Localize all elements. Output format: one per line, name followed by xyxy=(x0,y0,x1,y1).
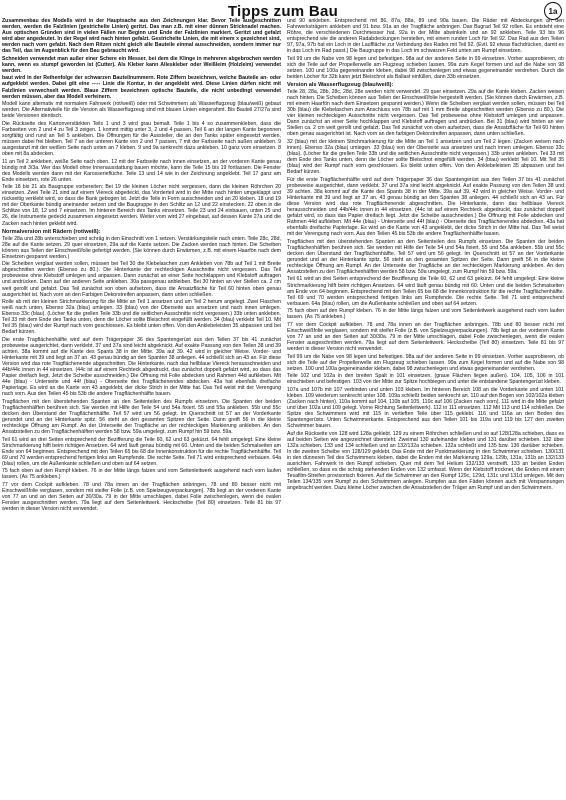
tools-paragraph: Schneiden verwendet man außer einer Schere ein Messer, bei dem die Klinge in mehreren abgebrochen werden kann, wenn es stumpf geworden ist (Cutter). Als Kleber kann Alleskleber oder Weißleim (Holzleim) verwendet werden. xyxy=(2,55,281,74)
step-paragraph: Rolle ab mit der kleinen Strichmarkierung für die Mitte an Teil 1 ansetzen und um Teil 2 herum angelegt. Zwei Flaschen weiß nach unten, Ebenso 32a (blau) umlegen. 33 (blau) von der Oberseite aus ansetzen und nach innen umlegen. Ebenso 33c (blau). (Löcher für die grellen Teile 33b und die seitlichen Ausschnitte nicht vergessen.) 33b unten ankleben. Teil 33 mit dem Ende des Tanks unten, denn die Löcher sollte Bleischrot eingefüllt werden. 34 (blau) verklebt Teil 10. Mit Teil 35 (blau) wird der Rumpf nach vorn geschlossen. Es bleibt unten offen. Von den Anklebeleisten 35 abpassen und bei Bedarf kürzen. xyxy=(2,299,281,336)
version-paragraph: Modell kann alternativ mit normalem Fahrwerk (rot/weiß) oder mit Schwimmern als Wasserflugzeug (blau/weiß) gebaut werden. Die Alternativteile für die Version als Wasserflugzeug sind mit blauen Linien eingerahmt. Bis Bauteil 27/27a sind beide Versionen identisch. xyxy=(2,101,281,120)
step-paragraph: Tragflächen mit den überstehenden Spanten an den Seitenteilen des Rumpfs einsetzen. Die Spanten der beiden Tragflächenhälften berühren sich. Sie werden mit Hilfe der Teile 54 und 54a fixiert. 55 und 55a ankleben. 55b und 55c decken den Überstand der Tragflächenhälfte. Teil 57 wird um 56 gelegt. Im Querschnitt ist 57 an der Vorderkante gerundet und an der Hinterkante spitz. 56 steht an den gesamten Spitzen der Seite. Dann greift 56 in die kleine rechteckige Öffnung am Rumpf. An der Unterseite der Tragfläche an der rechteckigen Markierung ankleben. An den Ansatzstellen zu den Tragflächenhälften werden 58 bzw. 59a umgelegt, zum Rumpf hin 59 bzw. 59a. xyxy=(2,398,281,436)
step-paragraph: Teil 61 wird an drei Seiten entsprechend der Bezifferung die Teile 60, 62 und 63 gekürzt. 64 fehlt umgelegt. Eine kleine Strichmarkierung hilft beim richtigen Ansetzen. 64 wird läuft genau bündig mit 60. Unten und die beiden Schmalseiten am Ende von 64 beginnen. Entsprechend mit den Teilen 65 bis 68 die Innenkonstruktion für die rechte Tragflächenhälfte. Teil 69 und 70 werden entsprechend fertigen links am Rumpfende. Die rechte Seite. Teil 71 wird entsprechend verbauen. 64a (blau) rollen, um die Außenkante schließen und oben auf 64 setzen. xyxy=(2,436,281,467)
step-paragraph: 32 (blau) mit der kleinen Strichmarkierung für die Mitte an Teil 1 ansetzen und um Teil 2 legen. (Zacken weisen nach innen). Ebenso 32a (blau) umlegen. 33 (blau) von der Oberseite aus ansetzen und nach innen umlegen. Ebenso 33c (blau). (Löcher für die grellen Teile 33b und die seitlichen Ausschnitte nicht vergessen.) 33b unten ankleben. Teil 33 mit dem Ende des Tanks unten, denn die Löcher sollte Bleischrot eingefüllt werden. 34 (blau) verklebt Teil 10. Mit Teil 35 (blau) wird der Rumpf nach vorn geschlossen. Es bleibt unten offen. Von den Anklebeleisten 35 abpassen und bei Bedarf kürzen. xyxy=(287,138,564,176)
step-paragraph: und 90 ankleben. Entsprechend mit 86, 87a, 88a, 89 und 90a bauen. Die Räder mit Abdeckungen an den Fahrwerksträgern ankleben und 91 bzw. 91a an der Tragfläche anbringen. Das Bugrad Teil 92 rollen. Es entsteht eine Röhre, die verschiedenen Durchmesser hat. 92a in der Mitte abwinkeln und an 92 ankleben. Teile 93 bis 96 entsprechend wie die anderen Radabdeckungen herstellen, mit einem runden Loch für Teil 92. Das Rad aus den Teilen 97, 97a, 97b hat ein Loch in der Lauffläche zur Verbindung des Rades mit Teil 92. (Evtl. 92 etwas flachdrücken, damit es in das Loch im Rad passt.) Die Baugruppe in das Loch im schwarzen Feld unten am Rumpf einsetzen. xyxy=(287,18,564,55)
section-heading-seaplane: Version als Wasserflugzeug (blau/weiß): xyxy=(287,81,394,88)
numbering-paragraph: baut wird in der Reihenfolge der schwarzen Bauteilnummern. Rote Ziffern bezeichnen, welche Bauteile an- oder aufgeklebt werden. Dabei gilt eine ----- Linie die Kontur, in der angeklebt wird. Diese Linien dürfen nicht mit Falzlinien verwechselt werden. Blaue Ziffern bezeichnen optische Bauteile, die nicht unbedingt verwendet werden müssen, aber das Modell verfeinern. xyxy=(2,75,281,100)
step-paragraph: 77 vor dem Cockpit aufkleben. 78 und 78a innen an der Tragflächen anbringen. 78b und 80 besser nicht mit Einschweißfolie verglasen, sondern mit steifer Folie (z.B. von Spielzeugverpackungen). 78b liegt an der vorderen Kante von 77 an und an den Seiten auf 30/30a. 79 in der Mitte umschlagen, dabei Folie zwischenlegen, wenn die ovalen Fenster ausgeschnitten werden. 79a liegt auf dem Seitenleitwerk. Heckscheibe (Teil 80) einsetzen. Teile 81 bis 97 werden in dieser Version nicht verwendet. xyxy=(287,321,564,352)
step-paragraph: 75 fach oben auf den Rumpf kleben. 76 in der Mitte längs falzen und vom Seitenleitwerk ausgehend nach vorn laufen lassen. (As 75 ankleben.) xyxy=(287,308,564,321)
step-paragraph: 107a und 107b mit 107 verbinden und unten 103 kleben. Im hinteren Bereich 108 an die Vorderkante und unten 101 kleben. 109 wiederum senkrecht unter 108. 109a schließt beiden senkrecht an. 110 auf den Bogen von 102/102a kleben (Zacken nach hinten). 110a kommt auf 104, 110b auf 105, 110c auf 106 (Zacken nach vorn). 111 wird in die Mitte gefalzt und über 102a und 109 gelegt. Vorne Richtung Seitenleitwerk). 112 in 111 einsetzen. 112 Mit 113 und 114 schließen. Die Spitze des Schwimmers wird mit 115 in vertieften Teile über 115 geklebt. 116 und 116a an den Boden des Spantengerüsts. Unten Schwimmerkante. Entsprechend aus den Teilen 101 bis 119a und 119 bis 127 den zweiten Schwimmer bauen. xyxy=(287,386,564,430)
step-paragraph: Die Scheiben verglast werden sollen, müssen bei Teil 30 die Klebelaschen zum Ankleben von 78b auf Teil 1 mit Breite abgeschnitten werden (Ebenso zu 80.). Die Hinterkante der rechteckigen Ausschnitte nicht vergessen. Das Teil probeweise ohne Klebstoff umlegen und anpassen. Dann zunächst an einer Seite hochklappen und Klebstoff auftragen und andrücken. Dann auf der anderen Seite ankleben. 30a passgenau anbleiben. Bei 30 hinten an vier Stellen ca. 2 cm weit gerollt und gefalzt. Das Teil zunächst von oben aufsetzen, dass die Ansatzfläche für Teil 60 hinten oben genau ausgerichtet ist. Nach vorn an den Farbigen Dekorstreifen anpassen, dann unten schließen. xyxy=(2,261,281,298)
step-paragraph: Auf die Rückseite von 128 wird 128a geklebt. 129 zu einem Röhrchen schließen und so auf 128/128a schieben, dass es auf beiden Seiten wie angezeichnet übersteht. Zweimal 130 aufeinander kleben und 131 darüber schieben. 132 über 132a schieben. 133 und 134 schließen und an 132/132a schieben. 132a schließt und 135 bzw. 136 dariüber schieben. In die zweiten Scheibe von 128/129 geklebt. Das Ende mit der Punktmarkierung in den Schwimmer schieben. 130/131 in den dünneren Teil des Schwimmers kleben, dabei die Enden mit der Markierung 129a, 129b, 131a, 131b an 132/133 ausrichten. Fahrwerk in den Rumpf schieben. Quer mit dem Teil Helium 132/133 verstreift. 133 an beiden Enden schließen, so dass es die schräg stehenden Enden von 132 umfasst. Wenn der Klebstoff trocknet, die Enden mit einem Tesafilm-Streifen provisorisch fixieren. Auf die Schwimmer an den Rumpf 129c, 129d, 131c und 131d umlegen. Mit den Teilen 134/135 vom Rumpf zu den Schwimmern anlegen. Rumpfen aus den Fäden können auch mit Verspannungen angebracht werden. Dazu kleine Löcher zwischen die Ansatzstellen der Träger am Rumpf und an den Schwimmern. xyxy=(287,430,564,492)
page-number-badge: 1a xyxy=(544,2,562,20)
step-paragraph: Teile 102 und 102a in den breiten Spalt in 101 einsetzen. (graue Flächen liegen außen). 104, 105, 106 in 101 einschieben und befestigen. 103 von der Mitte zur Spitze hochbiegen und unter die entstandene Spantengerüst kleben. xyxy=(287,373,564,386)
step-paragraph: Tragflächen mit den überstehenden Spanten an den Seitenteilen des Rumpfs einsetzen. Die Spanten der beiden Tragflächenhälften berühren sich. Sie werden mit Hilfe der Teile 54 und 54a fixiert. 55 und 55a ankleben. 55b und 55c decken den Überstand der Tragflächenhälfte. Teil 57 wird um 56 gelegt. Im Querschnitt ist 57 an der Vorderkante gerundet und an der Hinterkante spitz. 56 steht an den gesamten Spitzen der Seite. Dann greift 56 in die kleine rechteckige Öffnung am Rumpf. An der Unterseite der Tragfläche an der rechteckigen Markierung ankleben. An den Ansatzstellen zu den Tragflächenhälften werden 58 bzw. 59a umgelegt, zum Rumpf hin 59 bzw. 59a. xyxy=(287,238,564,275)
page-title: Tipps zum Bau xyxy=(227,2,339,20)
step-paragraph: Teil 99 um die Nabe von 98 legen und befestigen. 98a auf der anderen Seite in 99 einsetzen. Vorher ausprobieren, ob sich die Teile auf der Propellerwelle am Flugzeug schieben lassen. 99a zum Kegel formen und auf die Nabe von 98 setzen. 100 und 100a gegeneinander kleben, dabei 98 zwischenlegen und etwas gegeneinander verdrehen. xyxy=(287,353,564,372)
section-heading-wheels: Normalversion mit Rädern (rot/weiß): xyxy=(2,228,101,235)
step-paragraph: Teil 99 um die Nabe von 98 legen und befestigen. 98a auf der anderen Seite in 99 einsetzen. Vorher ausprobieren, ob sich die Teile auf der Propellerwelle am Flugzeug schieben lassen. 99a zum Kegel formen und auf die Nabe von 98 setzen. 100 und 100a gegeneinander kleben, dabei 98 zwischenlegen und etwas gegeneinander verdrehen. Durch die beiden Löcher für 32b kann jetzt Bleischrot als Ballast einfüllen, dann 33b einsetzen. xyxy=(287,55,564,80)
step-paragraph: 77 vor dem Cockpit aufkleben. 78 und 78a innen an der Tragflächen anbringen. 78 und 80 besser nicht mit Einschweißfolie verglasen, sondern mit steifer Folie (z.B. von Spielzeugverpackungen). 78b liegt an der vorderen Kante von 77 an und an den Seiten auf 30/30a. 79 in der Mitte umschlagen, dabei Folie zwischenlegen, wenn die ovalen Fenster ausgeschnitten werden. 79a liegt auf dem Seitenleitwerk. Heckscheibe (Teil 80) einsetzen. Teile 81 bis 97 werden in dieser Version nicht verwendet. xyxy=(2,481,281,513)
step-paragraph: Die Rückseite des Kartonverstärkten Teils 1 und 3 wird grau bemalt. Teile 1 bis 4 so zusammenkleben, dass die Farbseiten von 2 und 4 zu Teil 3 zeigen. 1 kommt mittig unter 3, 2 und 4 passen. Teil 6 an der langen Kante begonnen sorgfältig und rund an Teil 5 ankleben. Die Öffnungen für die Aussteller, die an den Tanks später eingesetzt werden, müssen dabei frei bleiben. Teil 7 an der unteren Kante von 2 und 7 passen, 7 mit der Farbseite nach außen ankleben. 9 ausgestanzt mit der weißen Seite nach unten an 7 kleben. 9 und 9a senkrecht dazu ankleben. 10 ganz vorn einsetzen. 8 oben mit 8a abdecken. xyxy=(2,120,281,157)
step-paragraph: Teile 18 bis 21 als Baugruppe vorbereiten: Bei 19 die kleinen Löcher nicht vergessen, dann die kleinen Röhrchen 20 einsetzen. Zwei Teile 21 sind auf einem Viereck abgedeckt, das Vorderteil wird in der Mitte nach hinten umgeklappt und rückseitig verklebt wird, so dass die Bank gebogen ist. Jetzt die Teile in Form ausschneiden und an 20 kleben. 18 und 19 mit der Oberkante bündig aneinander setzen und die Baugruppe in den Schlitz an 12 und 22 einstecken. 22 oben in die Schlitze von 18, 12 und 7 einsetzen. Im hinteren Bereich des Tanks einsetzen. Teile 23 und 24 einbauen, unten 25 und 26, die Instrumente gedeckt zusammen eingesetzt werden. Weiter vorn wird 27 eingebaut, auf dessen Kante 27a und die Zacken nach hinten geklebt wird. xyxy=(2,184,281,227)
step-paragraph: Teile 28, 28a, 28b, 28c, 28d, 28e werden nicht verwendet. 29 quer einsetzen. 29a auf die Kante kleben. Zacken weisen nach hinten. Die Scheiben können aus Teilen der Einschweißfolie hergestellt werden. (Sie können durch Erwärmen, z.B. mit einem Haarfön nach dem Einsetzen gespannt werden.) Wenn die Scheiben verglast werden sollen, müssen bei Teil 30b (blau) die Klebelaschen zum Anschluss von 78b auf mit 1 mm Breite abgeschnitten werden (Ebenso zu 80.). Die vier kleinen rechteckigen Ausschnitte nicht vergessen. Das Teil probeweise ohne Klebstoff umlegen und anpassen. Dann zunächst an einer Seite hochklappen und Klebstoff auftragen und andrücken. Bei 31 (blau) wird hinten an vier Stellen ca. 2 cm weit gerollt und gefalzt. Das Teil zunächst von oben aufsetzen, dass die Ansatzfläche für Teil 60 hinten oben genau ausgerichtet ist. Nach vorn an den farbigen Dekorstreifen anpassen, dann unten schließen. xyxy=(287,89,564,138)
intro-paragraph: Zusammenbau des Modells wird in der Hauptsache aus den Zeichnungen klar. Bevor Teile ausgeschnitten werden, werden die Falzlinien (gestrichelte Linien) geritzt. Das man z.B. mit einer dünnen Stricknadel machen. Aus optischen Gründen sind in vielen Fällen nur Beginn und Ende der Falzlinien markiert. Geritzt und gefalzt wird aber angedeutet. In der Regel wird nach hinten gefalzt. Gestrichelte Linien, die mit einem x gezeichnet sind, werden nach vorn gefalzt. Nach dem Ritzen nicht gleich alle Bauteile einmal ausschneiden, sondern immer nur das Teil, das im Augenblick für den Bau gebraucht wird. xyxy=(2,18,281,55)
step-paragraph: 11 an Teil 2 ankleben, weiße Seite nach oben. 12 mit der Farbseite nach innen einsetzen, an der vorderen Kante genau bündig mit 3/3a. Wer das Modell ohne Innenausstattung bauen möchte, kann die Teile 15 bis 19 fortlassen. Die Fenster des Modells werden dann mit der Karosserieflüche. Teile 13 und 14 wie in der Zeichnung angeklebt. Teil 17 ganz am Ende einsetzen, rote 26 unten. xyxy=(2,158,281,183)
left-column xyxy=(2,18,281,796)
step-paragraph: 75 fach oben auf den Rumpf kleben. 76 in der Mitte längs falzen und vom Seitenleitwerk ausgehend nach vorn laufen lassen. (As 75 ankleben.) xyxy=(2,468,281,481)
step-paragraph: Für die erste Tragflächenhälfte wird auf dem Trägerpaper 36 das Spantengerüst aus den Teilen 37 bis 41 zunächst probeweise ausgerichtet, dann verklebt. 37 und 37a sind leicht abgeknickt. Auf exakte Passung von den Teilen 38 und 39 achten. 38a kommt auf die Kante des Spants 38 in der Mitte. 39a auf 39. 42 wird in gleicher Weise. Vorder- und Hinterkante mit 39 und liegt an 37 an. 43 genau bündig an den Spanten 38 anliegen. 44 schließt sich an 43 an. Für diese Version wird das rote Tragflächenende abgeschnitten. Die Hinterkante, dann das hellblaue Viereck herausschneiden und 44b/44c innen in 44 einsetzen. (44c ist auf einem Rechteck abgedruckt, das zunächst doppelt gefalzt wird, so dass das Papier dreifach liegt. Jetzt die Scheibe ausschneiden.) Die Öffnung mit Folie abdecken und Rahmen 44d aufkleben. Mit 44e (blau) - Unterseite und 44f (blau) - Oberseite des Tragflächenendes abdecken. 43a hat ebenfalls dreifache Papierlage. Es wird an die Kante von 43 angeklebt, der dicke Strich in der Mitte hat. Das Teil weist mit der Verengung nach vorn. Aus den Teilen 45 bis 53b die andere Tragflächenhälfte bauen. xyxy=(287,176,564,238)
right-column xyxy=(287,18,564,796)
step-paragraph: Teil 61 wird an drei Seiten entsprechend der Bezifferung die Teile 60, 62 und 63 gekürzt. 64 fehlt umgelegt. Eine kleine Strichmarkierung hilft beim richtigen Ansetzen. 64 wird läuft genau bündig mit 60. Unten und die beiden Schmalseiten am Ende von 64 beginnen. Entsprechend mit den Teilen 65 bis 68 die Innenkonstruktion für die rechte Tragflächenhälfte. Teil 69 und 70 werden entsprechend fertigen links am Rumpfende. Die rechte Seite. Teil 71 wird entsprechend verbauen. 64a (blau) rollen, um die Außenkante schließen und oben auf 64 setzen. xyxy=(287,276,564,307)
step-paragraph: Teile 28a und 28b unterschieben und schräg in den Einschnitt von 1 setzen. Verstärkungsteile nach unten. Teile 28c, 28d, 28e auf die Kante setzen. 29 quer einsetzen, 29a auf die Kante setzen. Die Zacken werden nach hinten. Die Scheiben können aus Teilen der Einschweißfolie gefertigt werden. (Sie können durch Erwärmen, z.B. mit einem Haarfön nach dem Einsetzen gespannt werden.) xyxy=(2,235,281,260)
step-paragraph: Die erste Tragflächenhälfte wird auf dem Trägerpaper 36 des Spantengerüst aus den Teilen 37 bis 41 zunächst probeweise ausgerichtet, dann verklebt. 37 und 37a sind leicht abgeknickt. Auf exakte Passung von den Teilen 38 und 39 achten. 38a kommt auf die Kante des Spants 38 in der Mitte. 39a auf 39. 42 wird in gleicher Weise. Vorder- und Hinterkante mit 39 und liegt an 37 an. 43 genau bündig an den Spanten 38 anliegen. 44 schließt sich an 43 an. Für diese Version wird das rote Tragflächenende abgeschnitten. Die Hinterkante, nach das hellblaue Viereck herausschneiden und 44b/44c innen in 44 einsetzen. (44c ist auf einem Rechteck abgedruckt, das zunächst doppelt gefalzt wird, so dass das Papier dreifach liegt. Jetzt die Scheibe ausschneiden.) Die Öffnung mit Folie abdecken und Rahmen 44d aufkleben. Mit 44e (blau) - Unterseite und 44f (blau) - Oberseite des Tragflächenendes abdecken. 43a hat ebenfalls dreifache Papierlage. Es wird an die Kante von 43 angeklebt, der dicke Strich in der Mitte hat. Das Teil weist mit der Verengung nach vorn. Aus den Teilen 45 bis 53b die andere Tragflächenhälfte bauen. xyxy=(2,336,281,398)
